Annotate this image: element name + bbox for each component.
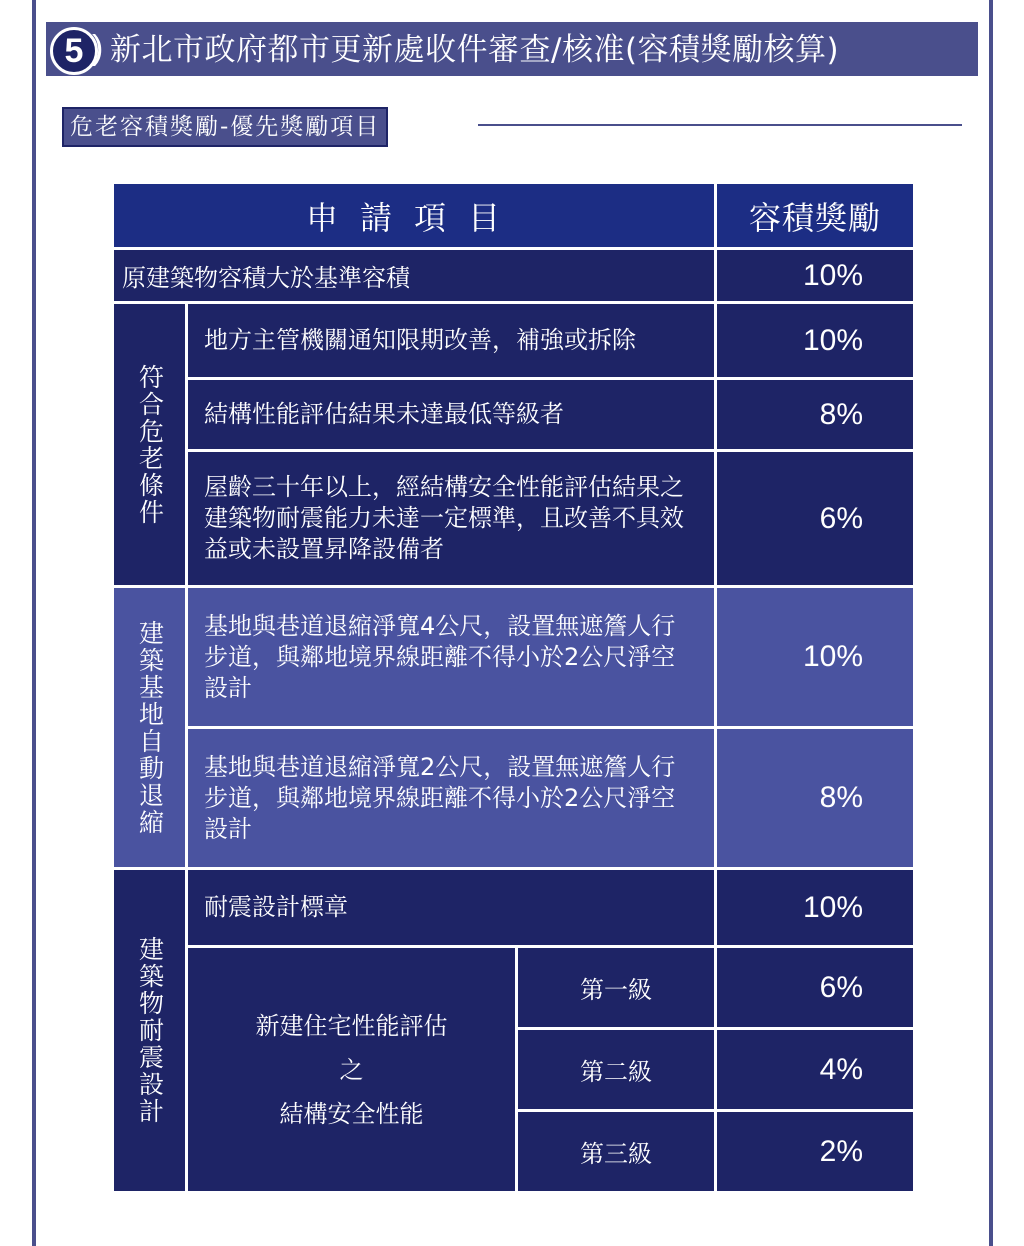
perf-eval-line1: 新建住宅性能評估 — [255, 1011, 448, 1040]
row-original-label: 原建築物容積大於基準容積 — [113, 249, 716, 303]
step-paren: ) — [92, 29, 104, 67]
group1-row1-label: 地方主管機關通知限期改善，補強或拆除 — [187, 303, 716, 379]
grade3-label: 第三級 — [517, 1111, 716, 1193]
grade3-award: 2% — [716, 1111, 915, 1193]
group2-label: 建築基地自動退縮 — [113, 587, 187, 869]
subtitle-divider — [478, 124, 962, 126]
group1-row1-award: 10% — [716, 303, 915, 379]
group2-row2-label: 基地與巷道退縮淨寬2公尺，設置無遮簷人行步道，與鄰地境界線距離不得小於2公尺淨空設計 — [187, 728, 716, 869]
perf-eval-cell — [187, 947, 517, 1193]
group1-row3-award: 6% — [716, 451, 915, 587]
frame-right-border — [989, 0, 993, 1246]
table-row — [113, 947, 915, 1029]
row-original-award: 10% — [716, 249, 915, 303]
grade1-label: 第一級 — [517, 947, 716, 1029]
group3-label: 建築物耐震設計 — [113, 869, 187, 1193]
perf-eval-line3: 結構安全性能 — [279, 1099, 424, 1128]
table-row — [113, 379, 915, 451]
step-number-badge: 5 — [50, 27, 98, 75]
group2-row1-award: 10% — [716, 587, 915, 728]
table-row — [113, 451, 915, 587]
table-row — [113, 728, 915, 869]
frame-left-border — [32, 0, 36, 1246]
group3-seal-label: 耐震設計標章 — [187, 869, 716, 947]
table-row — [113, 869, 915, 947]
grade2-award: 4% — [716, 1029, 915, 1111]
group1-row2-label: 結構性能評估結果未達最低等級者 — [187, 379, 716, 451]
section-subtitle: 危老容積獎勵-優先獎勵項目 — [62, 107, 388, 147]
group2-row1-label: 基地與巷道退縮淨寬4公尺，設置無遮簷人行步道，與鄰地境界線距離不得小於2公尺淨空設計 — [187, 587, 716, 728]
header-item: 申請項目 — [113, 183, 716, 249]
award-table — [111, 181, 916, 1194]
table-row — [113, 249, 915, 303]
group1-row3-label: 屋齡三十年以上，經結構安全性能評估結果之建築物耐震能力未達一定標準，且改善不具效益或未設置昇降設備者 — [187, 451, 716, 587]
group2-row2-award: 8% — [716, 728, 915, 869]
grade1-award: 6% — [716, 947, 915, 1029]
group1-label: 符合危老條件 — [113, 303, 187, 587]
header-award: 容積獎勵 — [716, 183, 915, 249]
table-row — [113, 587, 915, 728]
group3-seal-award: 10% — [716, 869, 915, 947]
group1-row2-award: 8% — [716, 379, 915, 451]
page-title: 新北市政府都市更新處收件審查/核准(容積獎勵核算) — [110, 32, 840, 68]
perf-eval-line2: 之 — [339, 1055, 364, 1084]
table-row — [113, 303, 915, 379]
table-header-row — [113, 183, 915, 249]
grade2-label: 第二級 — [517, 1029, 716, 1111]
